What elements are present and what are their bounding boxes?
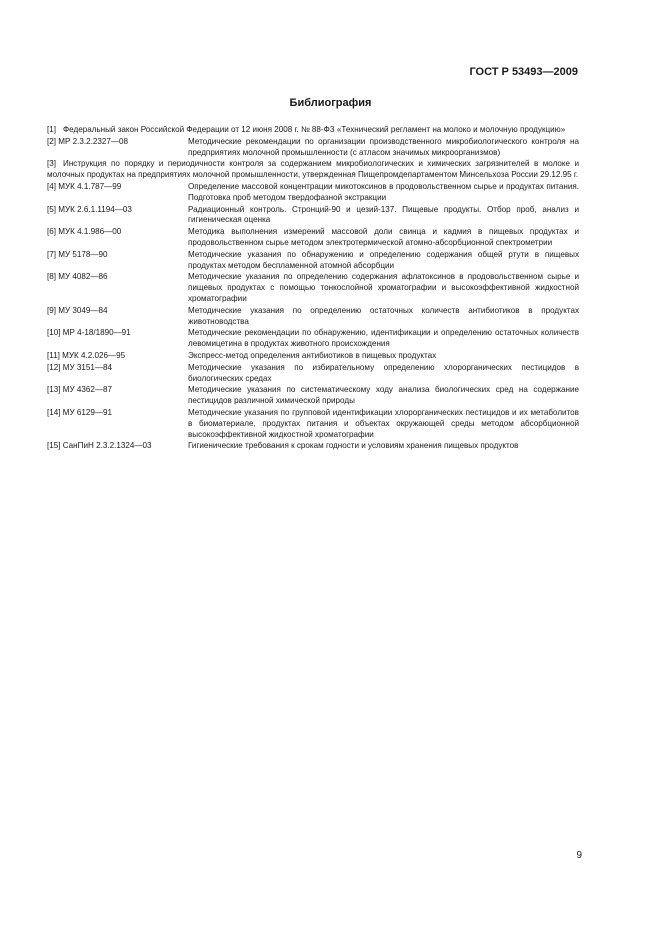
entry-reference: [5] МУК 2.6.1.1194—03 [47,204,132,214]
entry-reference: [4] МУК 4.1.787—99 [47,181,122,191]
bibliography-entry [47,363,579,385]
bibliography-entry [47,351,579,362]
entry-reference: [11] МУК 4.2.026—95 [47,350,126,360]
entry-text: Инструкция по порядку и периодичности контроля за содержанием микробиологических и химических загрязнителей в молоке и молочных продуктах на предприятиях молочной промышленности, утвержденная Пищепромдепартаментом Минсельхоза России 29.12.95 г. [47,159,579,180]
entry-text: Методические указания по определению остаточных количеств антибиотиков в продуктах животноводства [188,305,579,326]
bibliography-entry [47,137,579,159]
entry-text: Радиационный контроль. Стронций-90 и цезий-137. Пищевые продукты. Отбор проб, анализ и гигиеническая оценка [188,204,579,225]
entry-text: Определение массовой концентрации микотоксинов в продовольственном сырье и продуктах питания. Подготовка проб методом твердофазной экстракции [188,181,579,202]
entry-text: Методические указания по обнаружению и определению содержания общей ртути в пищевых продуктах методом беспламенной атомной абсорбции [188,249,579,270]
entry-text: Методические указания по избирательному определению хлорорганических пестицидов в биологических средах [188,362,579,383]
page-number: 9 [576,850,582,861]
entry-reference: [2] МР 2.3.2.2327—08 [47,136,128,146]
entry-reference: [6] МУК 4.1.986—00 [47,227,122,237]
entry-text: Экспресс-метод определения антибиотиков в пищевых продуктах [188,350,437,360]
bibliography-entry [47,385,579,407]
entry-reference: [13] МУ 4362—87 [47,385,112,395]
entry-reference: [9] МУ 3049—84 [47,305,108,315]
entry-reference: [1] [47,125,56,134]
entry-text: Гигиенические требования к срокам годности и условиям хранения пищевых продуктов [188,441,519,451]
bibliography-entry [47,328,579,350]
entry-reference: [7] МУ 5178—90 [47,249,108,259]
bibliography-entry [47,408,579,440]
bibliography-entry [47,159,579,181]
entry-reference: [10] МР 4-18/1890—91 [47,328,131,338]
entry-text: Федеральный закон Российской Федерации от 12 июня 2008 г. № 88-ФЗ «Технический регламент на молоко и молочную продукцию» [63,125,566,134]
entry-text: Методические указания по определению содержания афлатоксинов в продовольственном сырье и пищевых продуктах с помощью тонкослойной хроматографии и высокоэффективной жидкостной хроматографии [188,272,579,303]
entry-text: Методика выполнения измерений массовой доли свинца и кадмия в пищевых продуктах и продовольственном сырье методом электротермической атомно-абсорбционной спектрометрии [188,227,579,247]
bibliography-entry [47,182,579,204]
bibliography-entry [47,125,579,136]
entry-text: Методические указания по групповой идентификации хлорорганических пестицидов и их метаболитов в биоматериале, продуктах питания и объектах окружающей среды методом абсорбционной высокоэффективной жидкостной хроматографии [188,407,579,439]
bibliography-entry [47,205,579,227]
entry-reference: [8] МУ 4082—86 [47,272,108,282]
bibliography-list [47,125,579,453]
entry-text: Методические рекомендации по организации производственного микробиологического контроля на предприятиях молочной промышленности (с атласом значимых микроорганизмов) [188,136,579,157]
entry-text: Методические рекомендации по обнаружению, идентификации и определению остаточных количеств левомицетина в продуктах животного происхождения [188,328,579,349]
entry-reference: [3] [47,159,56,169]
entry-reference: [15] СанПиН 2.3.2.1324—03 [47,441,152,451]
entry-reference: [12] МУ 3151—84 [47,362,112,372]
bibliography-entry [47,250,579,272]
bibliography-entry [47,227,579,249]
entry-reference: [14] МУ 6129—91 [47,407,112,417]
bibliography-entry [47,306,579,328]
entry-text: Методические указания по систематическому ходу анализа биологических сред на содержание пестицидов различной химической природы [188,385,579,406]
bibliography-title: Библиография [289,97,372,109]
bibliography-entry [47,441,579,452]
bibliography-entry [47,272,579,304]
document-id: ГОСТ Р 53493—2009 [469,66,578,78]
